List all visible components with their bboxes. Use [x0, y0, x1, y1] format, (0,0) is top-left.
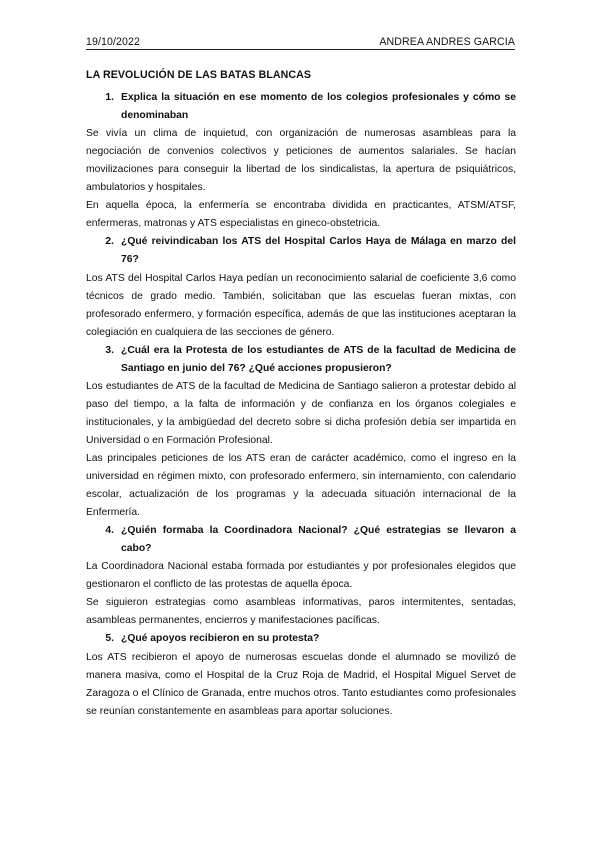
question-heading	[86, 630, 516, 648]
question-text: ¿Qué reivindicaban los ATS del Hospital Carlos Haya de Málaga en marzo del 76?	[121, 236, 516, 266]
question-heading	[86, 89, 516, 125]
question-text: ¿Quién formaba la Coordinadora Nacional? ¿Qué estrategias se llevaron a cabo?	[121, 525, 516, 555]
section	[86, 89, 516, 233]
question-number: 3.	[105, 344, 114, 356]
question-heading	[86, 342, 516, 378]
header-author: ANDREA ANDRES GARCIA	[379, 36, 515, 48]
question-number: 4.	[105, 525, 114, 537]
document-body	[86, 66, 516, 721]
answer-paragraph: Se siguieron estrategias como asambleas informativas, paros intermitentes, sentadas, asambleas permanentes, encierros y manifestaciones pacíficas.	[86, 597, 516, 627]
answer-paragraph: La Coordinadora Nacional estaba formada por estudiantes y por profesionales elegidos que gestionaron el conflicto de las protestas de aquella época.	[86, 561, 516, 591]
section	[86, 630, 516, 720]
header-date: 19/10/2022	[86, 36, 141, 48]
answer-paragraph: Los ATS recibieron el apoyo de numerosas escuelas donde el alumnado se movilizó de manera masiva, como el Hospital de la Cruz Roja de Madrid, el Hospital Miguel Servet de Zaragoza o el Clínico de Granada, entre muchos otros. Tanto estudiantes como profesionales se reunían constantemente en asambleas para aportar soluciones.	[86, 651, 516, 717]
question-text: Explica la situación en ese momento de los colegios profesionales y cómo se denominaban	[121, 92, 516, 122]
question-heading	[86, 522, 516, 558]
question-number: 5.	[105, 633, 114, 645]
section	[86, 342, 516, 522]
section	[86, 233, 516, 341]
answer-paragraph: En aquella época, la enfermería se encontraba dividida en practicantes, ATSM/ATSF, enfermeras, matronas y ATS especialistas en gineco-obstetricia.	[86, 200, 516, 230]
document-title: LA REVOLUCIÓN DE LAS BATAS BLANCAS	[86, 69, 312, 81]
question-text: ¿Qué apoyos recibieron en su protesta?	[121, 633, 320, 645]
answer-paragraph: Los estudiantes de ATS de la facultad de Medicina de Santiago salieron a protestar debido al paso del tiempo, a la falta de información y de confianza en los órganos colegiales e institucionales, y la ambigüedad del decreto sobre si dicha profesión debía ser impartida en Universidad o en Formación Profesional.	[86, 380, 516, 446]
section	[86, 522, 516, 630]
answer-paragraph: Los ATS del Hospital Carlos Haya pedían un reconocimiento salarial de coeficiente 3,6 como técnicos de grado medio. También, solicitaban que las escuelas fueran mixtas, con profesorado enfermero, y formación específica, además de que las instituciones aceptaran la colegiación en cualquiera de las secciones de género.	[86, 272, 516, 338]
answer-paragraph: Se vivía un clima de inquietud, con organización de numerosas asambleas para la negociación de convenios colectivos y peticiones de aumentos salariales. Se hacían movilizaciones para conseguir la libertad de los sindicalistas, la apertura de psiquiátricos, ambulatorios y hospitales.	[86, 128, 516, 194]
answer-paragraph: Las principales peticiones de los ATS eran de carácter académico, como el ingreso en la universidad en régimen mixto, con profesorado enfermero, sin internamiento, con calendario escolar, actualización de los programas y la adecuada situación internacional de la Enfermería.	[86, 452, 516, 519]
question-number: 1.	[105, 92, 114, 104]
question-heading	[86, 233, 516, 269]
question-text: ¿Cuál era la Protesta de los estudiantes de ATS de la facultad de Medicina de Santiago en junio del 76? ¿Qué acciones propusieron?	[121, 344, 516, 374]
page-header	[86, 36, 515, 50]
question-number: 2.	[105, 236, 114, 248]
